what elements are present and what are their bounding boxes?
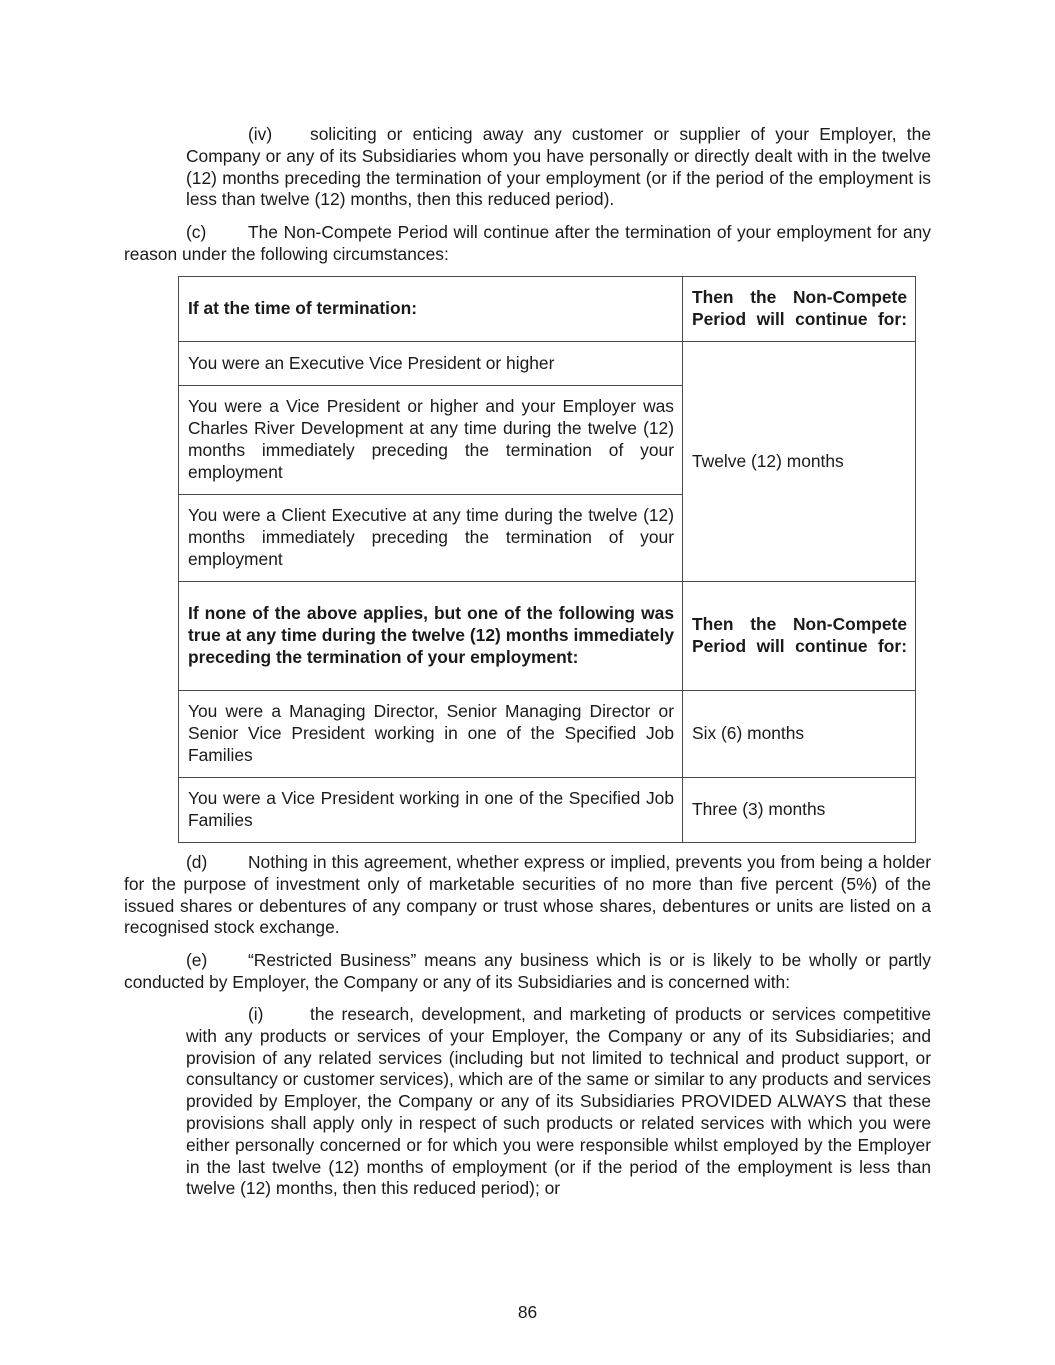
paragraph-c <box>124 222 931 266</box>
paragraph-e <box>124 950 931 994</box>
period-cell: Twelve (12) months <box>683 342 916 582</box>
paragraph-number: (i) <box>248 1004 264 1024</box>
condition-cell: You were a Vice President working in one of the Specified Job Families <box>179 778 683 843</box>
condition-cell: You were an Executive Vice President or higher <box>179 342 683 386</box>
paragraph-iv <box>186 124 931 211</box>
table-subheader-row <box>179 582 916 691</box>
table-row <box>179 691 916 778</box>
page-number: 86 <box>517 1302 538 1322</box>
paragraph-text: soliciting or enticing away any customer or supplier of your Employer, the Company or any of its Subsidiaries whom you have personally or directly dealt with in the twelve (12) months preceding the termination of your employment (or if the period of the employment is less than twelve (12) months, then this reduced period). <box>186 124 931 210</box>
subheader-condition: If none of the above applies, but one of the following was true at any time during the twelve (12) months immediately preceding the termination of your employment: <box>179 582 683 691</box>
paragraph-d <box>124 852 931 939</box>
table-row <box>179 778 916 843</box>
condition-cell: You were a Client Executive at any time during the twelve (12) months immediately preceding the termination of your employment <box>179 495 683 582</box>
header-condition: If at the time of termination: <box>179 277 683 342</box>
paragraph-number: (c) <box>186 222 207 242</box>
paragraph-i <box>186 1004 931 1200</box>
period-cell: Three (3) months <box>683 778 916 843</box>
paragraph-number: (e) <box>186 950 208 970</box>
paragraph-text: “Restricted Business” means any business which is or is likely to be wholly or partly conducted by Employer, the Company or any of its Subsidiaries and is concerned with: <box>124 950 931 992</box>
non-compete-table <box>178 276 916 843</box>
table-header-row <box>179 277 916 342</box>
condition-cell: You were a Vice President or higher and your Employer was Charles River Development at any time during the twelve (12) months immediately preceding the termination of your employment <box>179 386 683 495</box>
paragraph-text: Nothing in this agreement, whether express or implied, prevents you from being a holder for the purpose of investment only of marketable securities of no more than five percent (5%) of the issued shares or debentures of any company or trust whose shares, debentures or units are listed on a recognised stock exchange. <box>124 852 931 938</box>
paragraph-number: (iv) <box>248 124 273 144</box>
paragraph-number: (d) <box>186 852 208 872</box>
paragraph-text: the research, development, and marketing of products or services competitive with any products or services of your Employer, the Company or any of its Subsidiaries; and provision of any related services (including but not limited to technical and product support, or consultancy or customer services), which are of the same or similar to any products and services provided by Employer, the Company or any of its Subsidiaries PROVIDED ALWAYS that these provisions shall apply only in respect of such products or related services with which you were either personally concerned or for which you were responsible whilst employed by the Employer in the last twelve (12) months of employment (or if the period of the employment is less than twelve (12) months, then this reduced period); or <box>186 1004 931 1199</box>
subheader-period: Then the Non-Compete Period will continue for: <box>683 582 916 691</box>
paragraph-text: The Non-Compete Period will continue after the termination of your employment for any reason under the following circumstances: <box>124 222 931 264</box>
header-period: Then the Non-Compete Period will continue for: <box>683 277 916 342</box>
period-cell: Six (6) months <box>683 691 916 778</box>
table-row <box>179 342 916 386</box>
condition-cell: You were a Managing Director, Senior Managing Director or Senior Vice President working in one of the Specified Job Families <box>179 691 683 778</box>
